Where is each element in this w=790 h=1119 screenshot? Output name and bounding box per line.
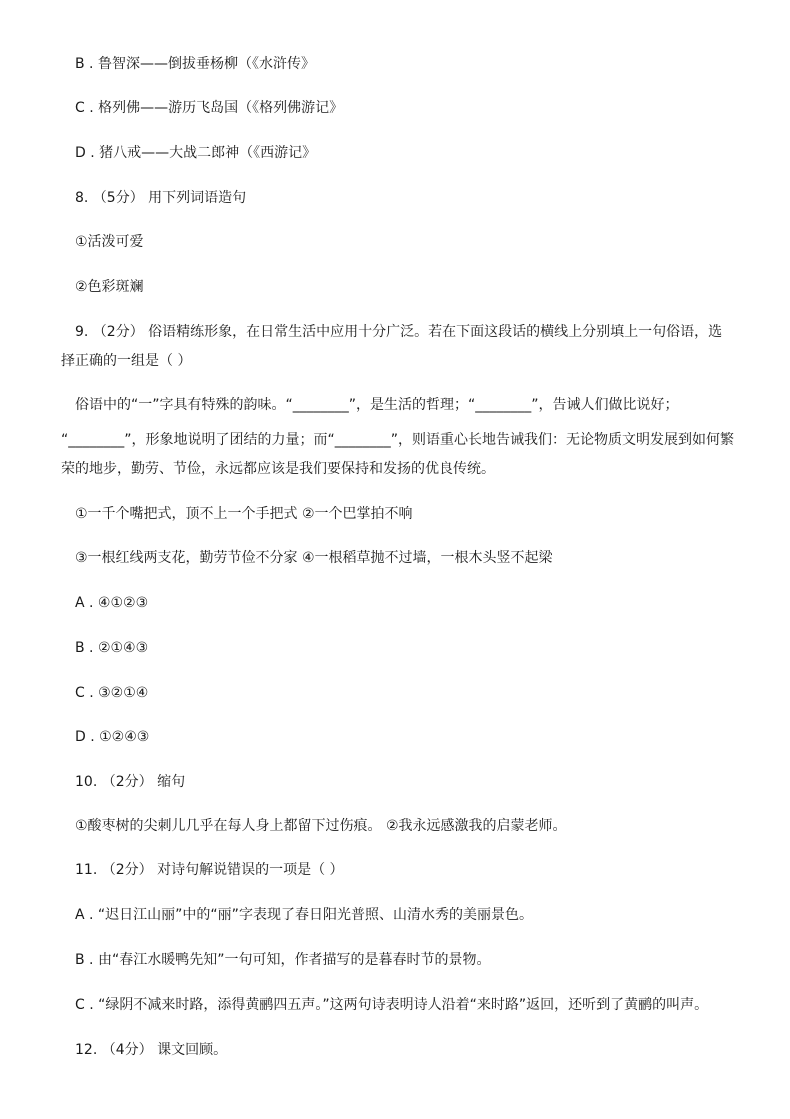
q9-passage-line2: “________”，形象地说明了团结的力量；而“________”，则语重心长地告诫我们：无论物质文明发展到如何繁 [61,432,735,448]
q10-body: ①酸枣树的尖刺儿几乎在每人身上都留下过伤痕。 ②我永远感激我的启蒙老师。 [75,818,567,834]
q9-passage-line3: 荣的地步，勤劳、节俭，永远都应该是我们要保持和发扬的优良传统。 [61,461,495,477]
q11-header: 11. （2分） 对诗句解说错误的一项是（ ） [75,862,344,878]
q9-option-a: A . ④①②③ [75,595,149,611]
q7-option-c: C . 格列佛——游历飞岛国（《格列佛游记》 [75,100,344,116]
q7-option-d: D . 猪八戒——大战二郎神（《西游记》 [75,145,317,161]
q8-header: 8. （5分） 用下列词语造句 [75,190,247,206]
q11-option-b: B . 由“春江水暖鸭先知”一句可知，作者描写的是暮春时节的景物。 [75,952,491,968]
q11-option-a: A . “迟日江山丽”中的“丽”字表现了春日阳光普照、山清水秀的美丽景色。 [75,907,533,923]
q8-item-1: ①活泼可爱 [75,234,144,250]
q11-option-c: C . “绿阴不减来时路，添得黄鹂四五声。”这两句诗表明诗人沿着“来时路”返回，还听到了黄鹂的叫声。 [75,997,709,1013]
q8-item-2: ②色彩斑斓 [75,279,144,295]
q10-header: 10. （2分） 缩句 [75,774,186,790]
q9-items-line2: ③一根红线两支花，勤劳节俭不分家 ④一根稻草抛不过墙，一根木头竖不起梁 [75,550,553,566]
q9-option-d: D . ①②④③ [75,729,150,745]
q9-option-b: B . ②①④③ [75,640,149,656]
q7-option-b: B . 鲁智深——倒拔垂杨柳（《水浒传》 [75,56,315,72]
q12-header: 12. （4分） 课文回顾。 [75,1042,228,1058]
q9-header-line1: 9. （2分） 俗语精练形象，在日常生活中应用十分广泛。若在下面这段话的横线上分别填上一句俗语，选 [75,324,723,340]
q9-items-line1: ①一千个嘴把式，顶不上一个手把式 ②一个巴掌拍不响 [75,506,413,522]
q9-passage-line1: 俗语中的“一”字具有特殊的韵味。“________”，是生活的哲理；“________”，告诫人们做比说好； [75,397,679,413]
q9-option-c: C . ③②①④ [75,685,149,701]
q9-header-line2: 择正确的一组是（ ） [61,353,192,369]
